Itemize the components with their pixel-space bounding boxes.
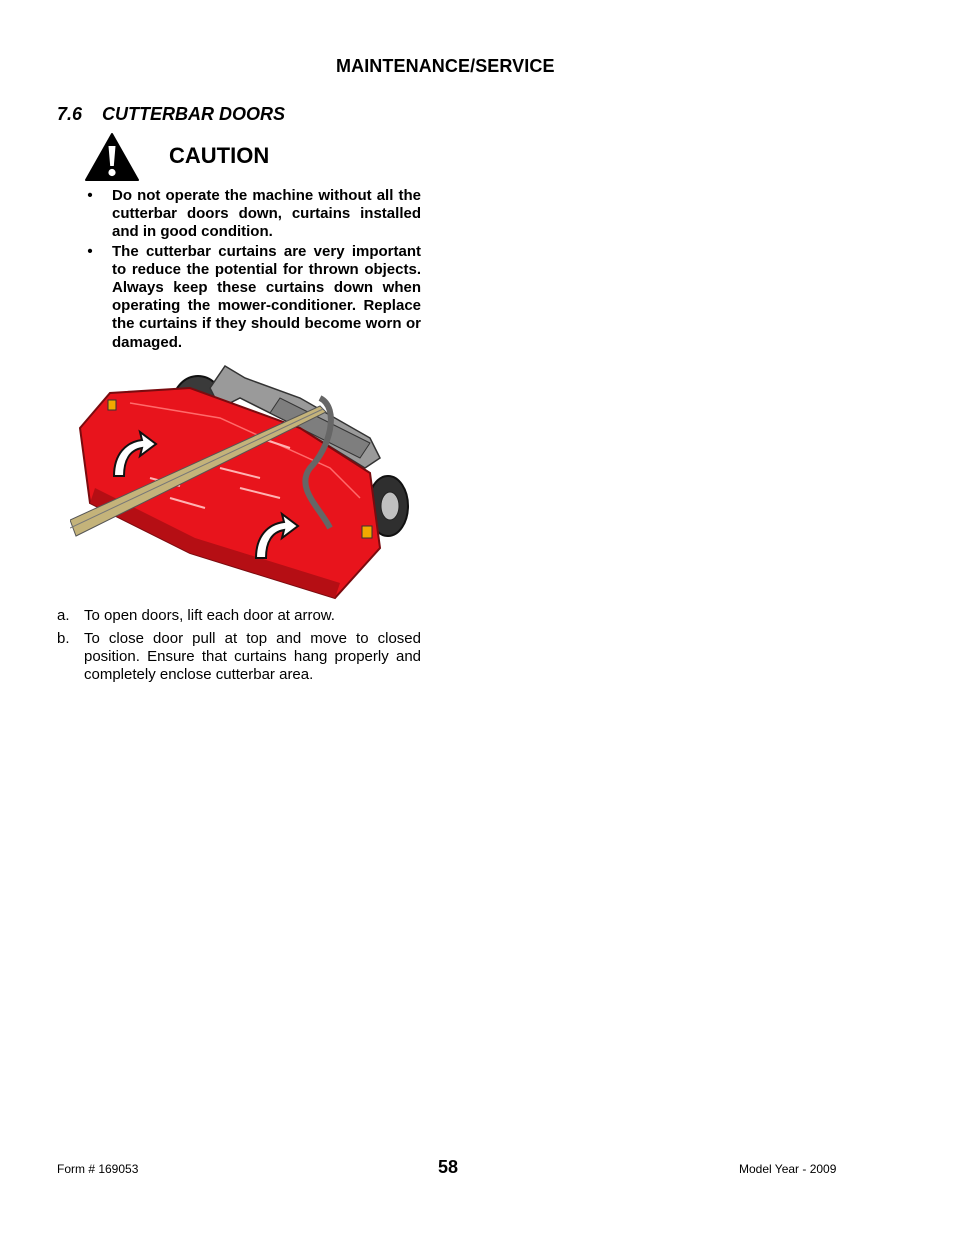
step-letter: b. (57, 630, 70, 647)
step-text: To open doors, lift each door at arrow. (84, 607, 335, 624)
instruction-step (57, 607, 421, 625)
caution-bullet-list (84, 187, 421, 353)
caution-bullet-text: Do not operate the machine without all the cutterbar doors down, curtains installed and in good condition. (112, 187, 421, 241)
step-text: To close door pull at top and move to closed position. Ensure that curtains hang properly and completely enclose cutterbar area. (84, 630, 421, 683)
bullet-dot-icon: • (87, 187, 93, 204)
page-number: 58 (438, 1157, 459, 1177)
page-header: MAINTENANCE/SERVICE (336, 56, 555, 76)
model-year: Model Year - 2009 (739, 1162, 837, 1176)
caution-bullet (84, 243, 421, 352)
form-number: Form # 169053 (57, 1162, 139, 1176)
section-heading (57, 104, 285, 125)
instruction-step (57, 630, 421, 684)
section-title: CUTTERBAR DOORS (102, 104, 285, 124)
section-number: 7.6 (57, 104, 83, 124)
instruction-list (57, 607, 421, 689)
warning-triangle-icon (84, 132, 140, 182)
caution-bullet-text: The cutterbar curtains are very important to reduce the potential for thrown objects. Always keep these curtains down when operating the mower-conditioner. Replace the curtains if they should become worn or damaged. (112, 242, 421, 351)
bullet-dot-icon: • (87, 242, 93, 260)
caution-label: CAUTION (169, 143, 270, 168)
step-letter: a. (57, 607, 70, 624)
cutterbar-illustration (70, 358, 420, 604)
caution-bullet (84, 187, 421, 242)
